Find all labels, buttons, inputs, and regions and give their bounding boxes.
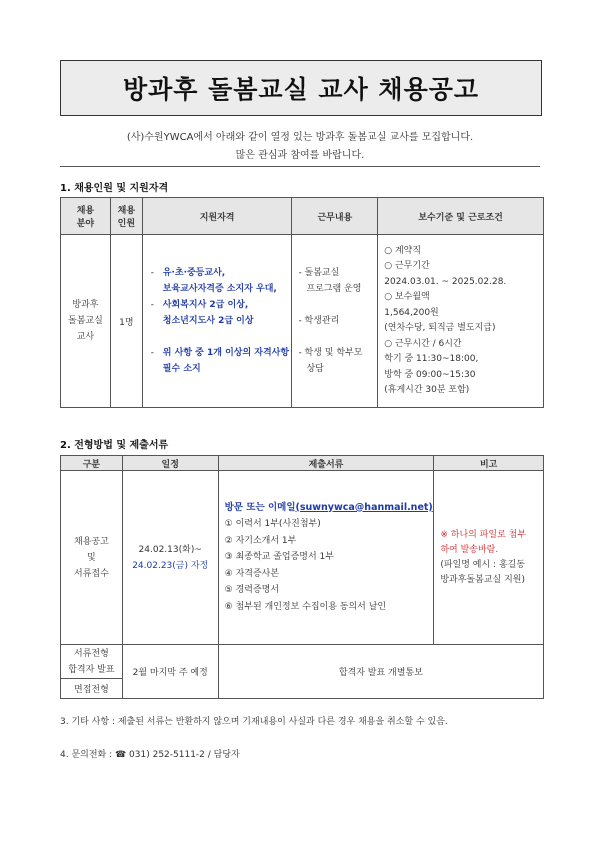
intro-line-1: (사)수원YWCA에서 아래와 같이 열정 있는 방과후 돌봄교실 교사를 모집합니다. — [126, 132, 474, 143]
header-schedule: 일정 — [122, 456, 218, 471]
email-address[interactable]: (suwnywca@hanmail.net) — [295, 501, 433, 513]
cell-remarks: ※ 하나의 파일로 첨부 하여 발송바람. (파일명 예시 : 홍길동 방과후돌봄교실 지원) — [434, 471, 544, 645]
cell-category-screening: 서류전형 합격자 발표 — [61, 645, 123, 679]
section1-heading: 1. 채용인원 및 지원자격 — [60, 183, 169, 194]
cell-result: 합격자 발표 개별통보 — [218, 645, 543, 699]
cell-qualification: - 유·초·중등교사, 보육교사자격증 소지자 우대, - 사회복지사 2급 이상, 청소년지도사 2급 이상 - 위 사항 중 1개 이상의 자격사항 필수 소지 — [142, 235, 292, 408]
note-other: 3. 기타 사항 : 제출된 서류는 반환하지 않으며 기재내용이 사실과 다른 경우 채용을 취소할 수 있음. — [60, 717, 448, 727]
header-duties: 근무내용 — [292, 198, 378, 235]
note-contact: 4. 문의전화 : ☎ 031) 252-5111-2 / 담당자 — [60, 750, 240, 760]
table-row — [61, 645, 544, 679]
header-pay: 보수기준 및 근로조건 — [378, 198, 544, 235]
cell-duties: - 돌봄교실 프로그램 운영 - 학생관리 - 학생 및 학부모 상담 — [292, 235, 378, 408]
cell-pay: ○ 계약직 ○ 근무기간 2024.03.01. ~ 2025.02.28. ○ 보수월액 1,564,200원 (연차수당, 퇴직금 별도지급) ○ 근무시간 / 6시간 학기 중 11:30~18:00, 방학 중 09:00~15:30 (휴게시간 30분 포함) — [378, 235, 544, 408]
cell-category-interview: 면접전형 — [61, 679, 123, 699]
divider — [60, 166, 540, 167]
cell-schedule-final: 2월 마지막 주 예정 — [122, 645, 218, 699]
table-row — [61, 235, 544, 408]
cell-count: 1명 — [110, 235, 142, 408]
cell-field: 방과후 돌봄교실 교사 — [61, 235, 111, 408]
header-qualification: 지원자격 — [142, 198, 292, 235]
cell-schedule: 24.02.13(화)~ 24.02.23(금) 자정 — [122, 471, 218, 645]
header-category: 구분 — [61, 456, 123, 471]
intro-line-2: 많은 관심과 참여를 바랍니다. — [235, 150, 365, 161]
method-label: 방문 또는 이메일 — [224, 501, 296, 513]
header-count: 채용 인원 — [110, 198, 142, 235]
title-box — [60, 60, 542, 116]
cell-documents: 방문 또는 이메일(suwnywca@hanmail.net) ① 이력서 1부(사진첨부) ② 자기소개서 1부 ③ 최종학교 졸업증명서 1부 ④ 자격증사본 ⑤ 경력증명서 ⑥ 첨부된 개인정보 수집이용 동의서 날인 — [218, 471, 434, 645]
table-row — [61, 471, 544, 645]
header-documents: 제출서류 — [218, 456, 434, 471]
header-field: 채용 분야 — [61, 198, 111, 235]
recruitment-table — [60, 197, 544, 408]
table-header-row — [61, 456, 544, 471]
selection-table — [60, 455, 544, 699]
section2-heading: 2. 전형방법 및 제출서류 — [60, 440, 169, 451]
header-remarks: 비고 — [434, 456, 544, 471]
table-header-row — [61, 198, 544, 235]
cell-category: 채용공고 및 서류접수 — [61, 471, 123, 645]
page-title: 방과후 돌봄교실 교사 채용공고 — [122, 75, 480, 104]
